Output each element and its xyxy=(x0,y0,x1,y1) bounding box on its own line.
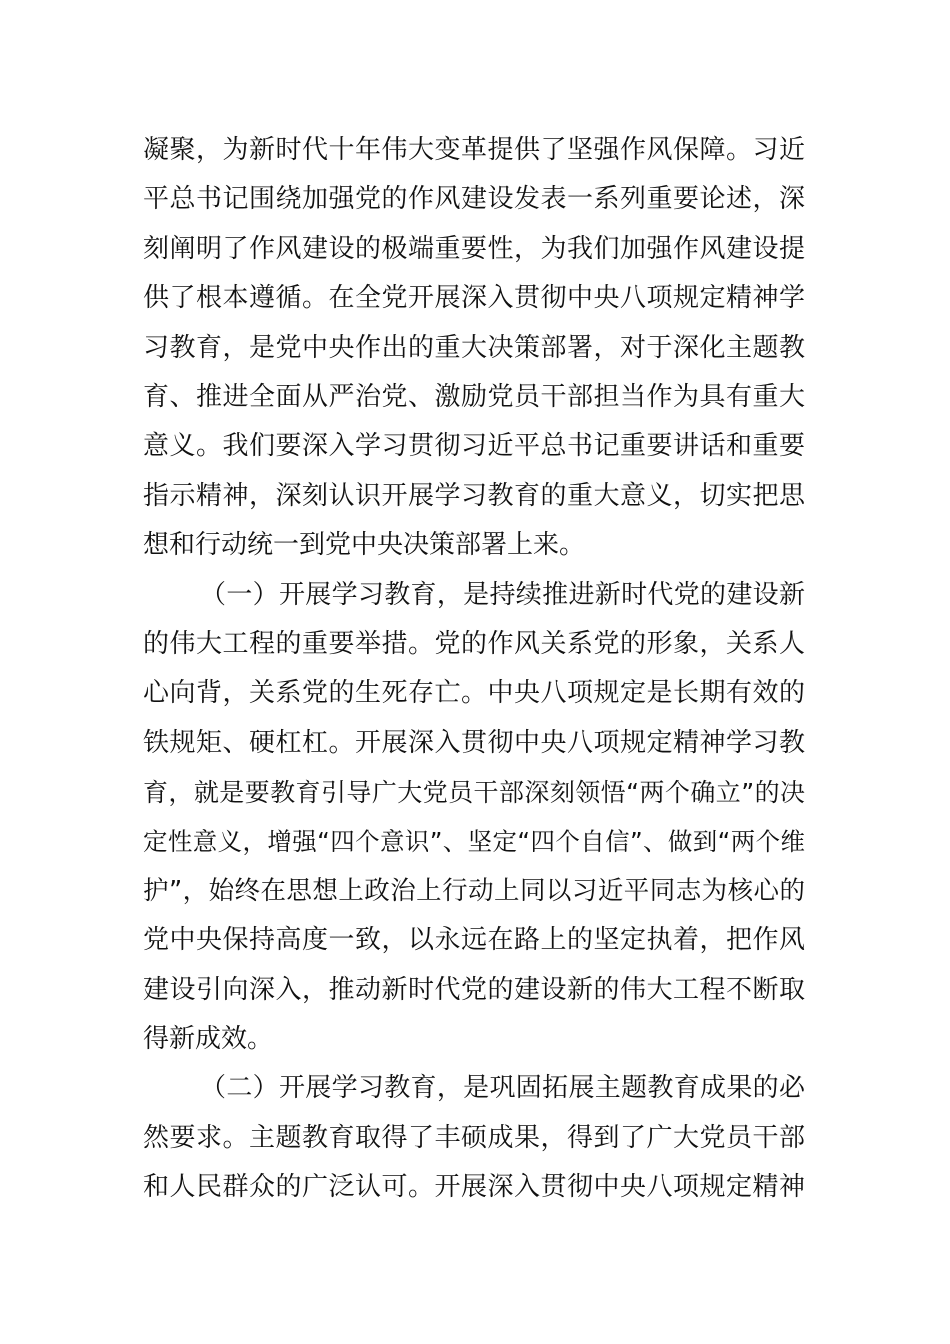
paragraph-line: 然要求。主题教育取得了丰硕成果，得到了广大党员干部 xyxy=(143,1122,805,1153)
paragraph-line: 育、推进全面从严治党、激励党员干部担当作为具有重大 xyxy=(143,381,805,412)
paragraph-line: 心向背，关系党的生死存亡。中央八项规定是长期有效的 xyxy=(143,678,805,709)
document-body xyxy=(143,126,805,1213)
paragraph-line: 指示精神，深刻认识开展学习教育的重大意义，切实把思 xyxy=(143,480,805,511)
paragraph-1 xyxy=(143,126,805,571)
paragraph-line: 凝聚，为新时代十年伟大变革提供了坚强作风保障。习近 xyxy=(143,135,805,165)
paragraph-line: 铁规矩、硬杠杠。开展深入贯彻中央八项规定精神学习教 xyxy=(143,727,805,758)
paragraph-line: 想和行动统一到党中央决策部署上来。 xyxy=(143,530,586,561)
paragraph-line: 护”，始终在思想上政治上行动上同以习近平同志为核心的 xyxy=(143,875,805,906)
paragraph-line: 供了根本遵循。在全党开展深入贯彻中央八项规定精神学 xyxy=(143,283,805,314)
paragraph-line: 习教育，是党中央作出的重大决策部署，对于深化主题教 xyxy=(143,332,805,363)
paragraph-line: （一）开展学习教育，是持续推进新时代党的建设新 xyxy=(200,579,805,610)
paragraph-line: 意义。我们要深入学习贯彻习近平总书记重要讲话和重要 xyxy=(143,431,805,462)
paragraph-2 xyxy=(143,571,805,1065)
paragraph-line: 的伟大工程的重要举措。党的作风关系党的形象，关系人 xyxy=(143,628,805,659)
paragraph-line: 育，就是要教育引导广大党员干部深刻领悟“两个确立”的决 xyxy=(143,778,805,808)
paragraph-line: （二）开展学习教育，是巩固拓展主题教育成果的必 xyxy=(200,1073,805,1104)
paragraph-line: 建设引向深入，推动新时代党的建设新的伟大工程不断取 xyxy=(143,974,805,1005)
paragraph-3 xyxy=(143,1064,805,1212)
paragraph-line: 平总书记围绕加强党的作风建设发表一系列重要论述，深 xyxy=(143,184,805,215)
paragraph-line: 得新成效。 xyxy=(143,1024,274,1055)
paragraph-line: 和人民群众的广泛认可。开展深入贯彻中央八项规定精神 xyxy=(143,1172,805,1203)
paragraph-line: 党中央保持高度一致，以永远在路上的坚定执着，把作风 xyxy=(143,925,805,956)
paragraph-line: 刻阐明了作风建设的极端重要性，为我们加强作风建设提 xyxy=(143,233,805,264)
paragraph-line: 定性意义，增强“四个意识”、坚定“四个自信”、做到“两个维 xyxy=(143,827,805,857)
